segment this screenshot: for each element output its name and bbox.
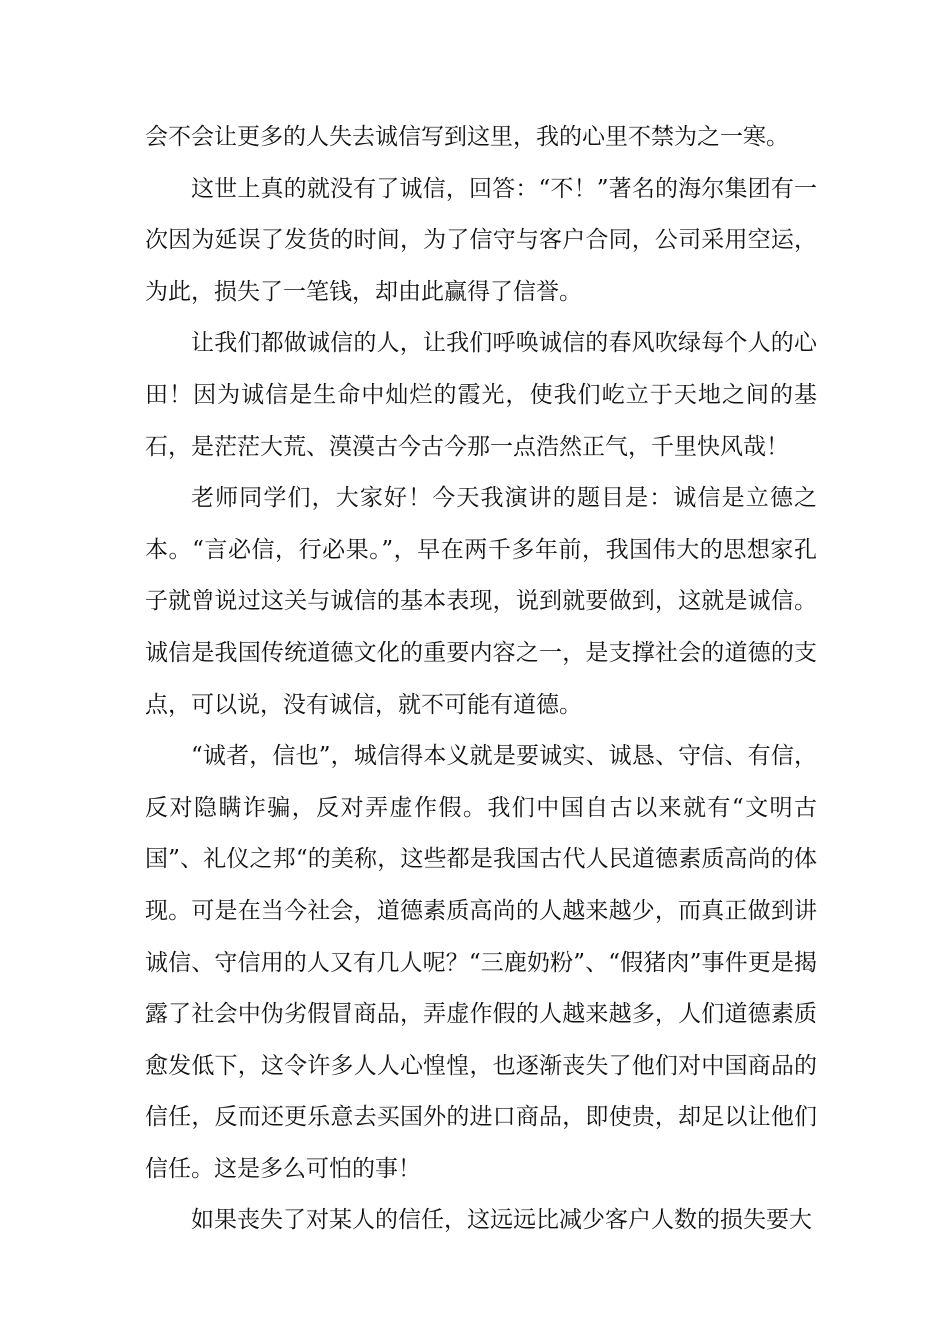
document-body bbox=[145, 112, 817, 1247]
paragraph-5: “诚者，信也”，城信得本义就是要诚实、诚恳、守信、有信，反对隐瞒诈骗，反对弄虚作假。我们中国自古以来就有“文明古国”、礼仪之邦“的美称，这些都是我国古代人民道德素质高尚的体现。可是在当今社会，道德素质高尚的人越来越少，而真正做到讲诚信、守信用的人又有几人呢？“三鹿奶粉”、“假猪肉”事件更是揭露了社会中伪劣假冒商品，弄虚作假的人越来越多，人们道德素质愈发低下，这令许多人人心惶惶，也逐渐丧失了他们对中国商品的信任，反而还更乐意去买国外的进口商品，即使贵，却足以让他们信任。这是多么可怕的事！ bbox=[145, 743, 817, 1182]
paragraph-3: 让我们都做诚信的人，让我们呼唤诚信的春风吹绿每个人的心田！因为诚信是生命中灿烂的霞光，使我们屹立于天地之间的基石，是茫茫大荒、漠漠古今古今那一点浩然正气，千里快风哉！ bbox=[145, 330, 817, 460]
paragraph-1: 会不会让更多的人失去诚信写到这里，我的心里不禁为之一寒。 bbox=[145, 124, 789, 150]
paragraph-2: 这世上真的就没有了诚信，回答：“不！”著名的海尔集团有一次因为延误了发货的时间，为了信守与客户合同，公司采用空运，为此，损失了一笔钱，却由此赢得了信誉。 bbox=[145, 175, 817, 305]
paragraph-6: 如果丧失了对某人的信任，这远远比减少客户人数的损失要大 bbox=[191, 1207, 812, 1234]
paragraph-4: 老师同学们，大家好！今天我演讲的题目是：诚信是立德之本。“言必信，行必果。”，早在两千多年前，我国伟大的思想家孔子就曾说过这关与诚信的基本表现，说到就要做到，这就是诚信。诚信是我国传统道德文化的重要内容之一，是支撑社会的道德的支点，可以说，没有诚信，就不可能有道德。 bbox=[145, 485, 817, 718]
